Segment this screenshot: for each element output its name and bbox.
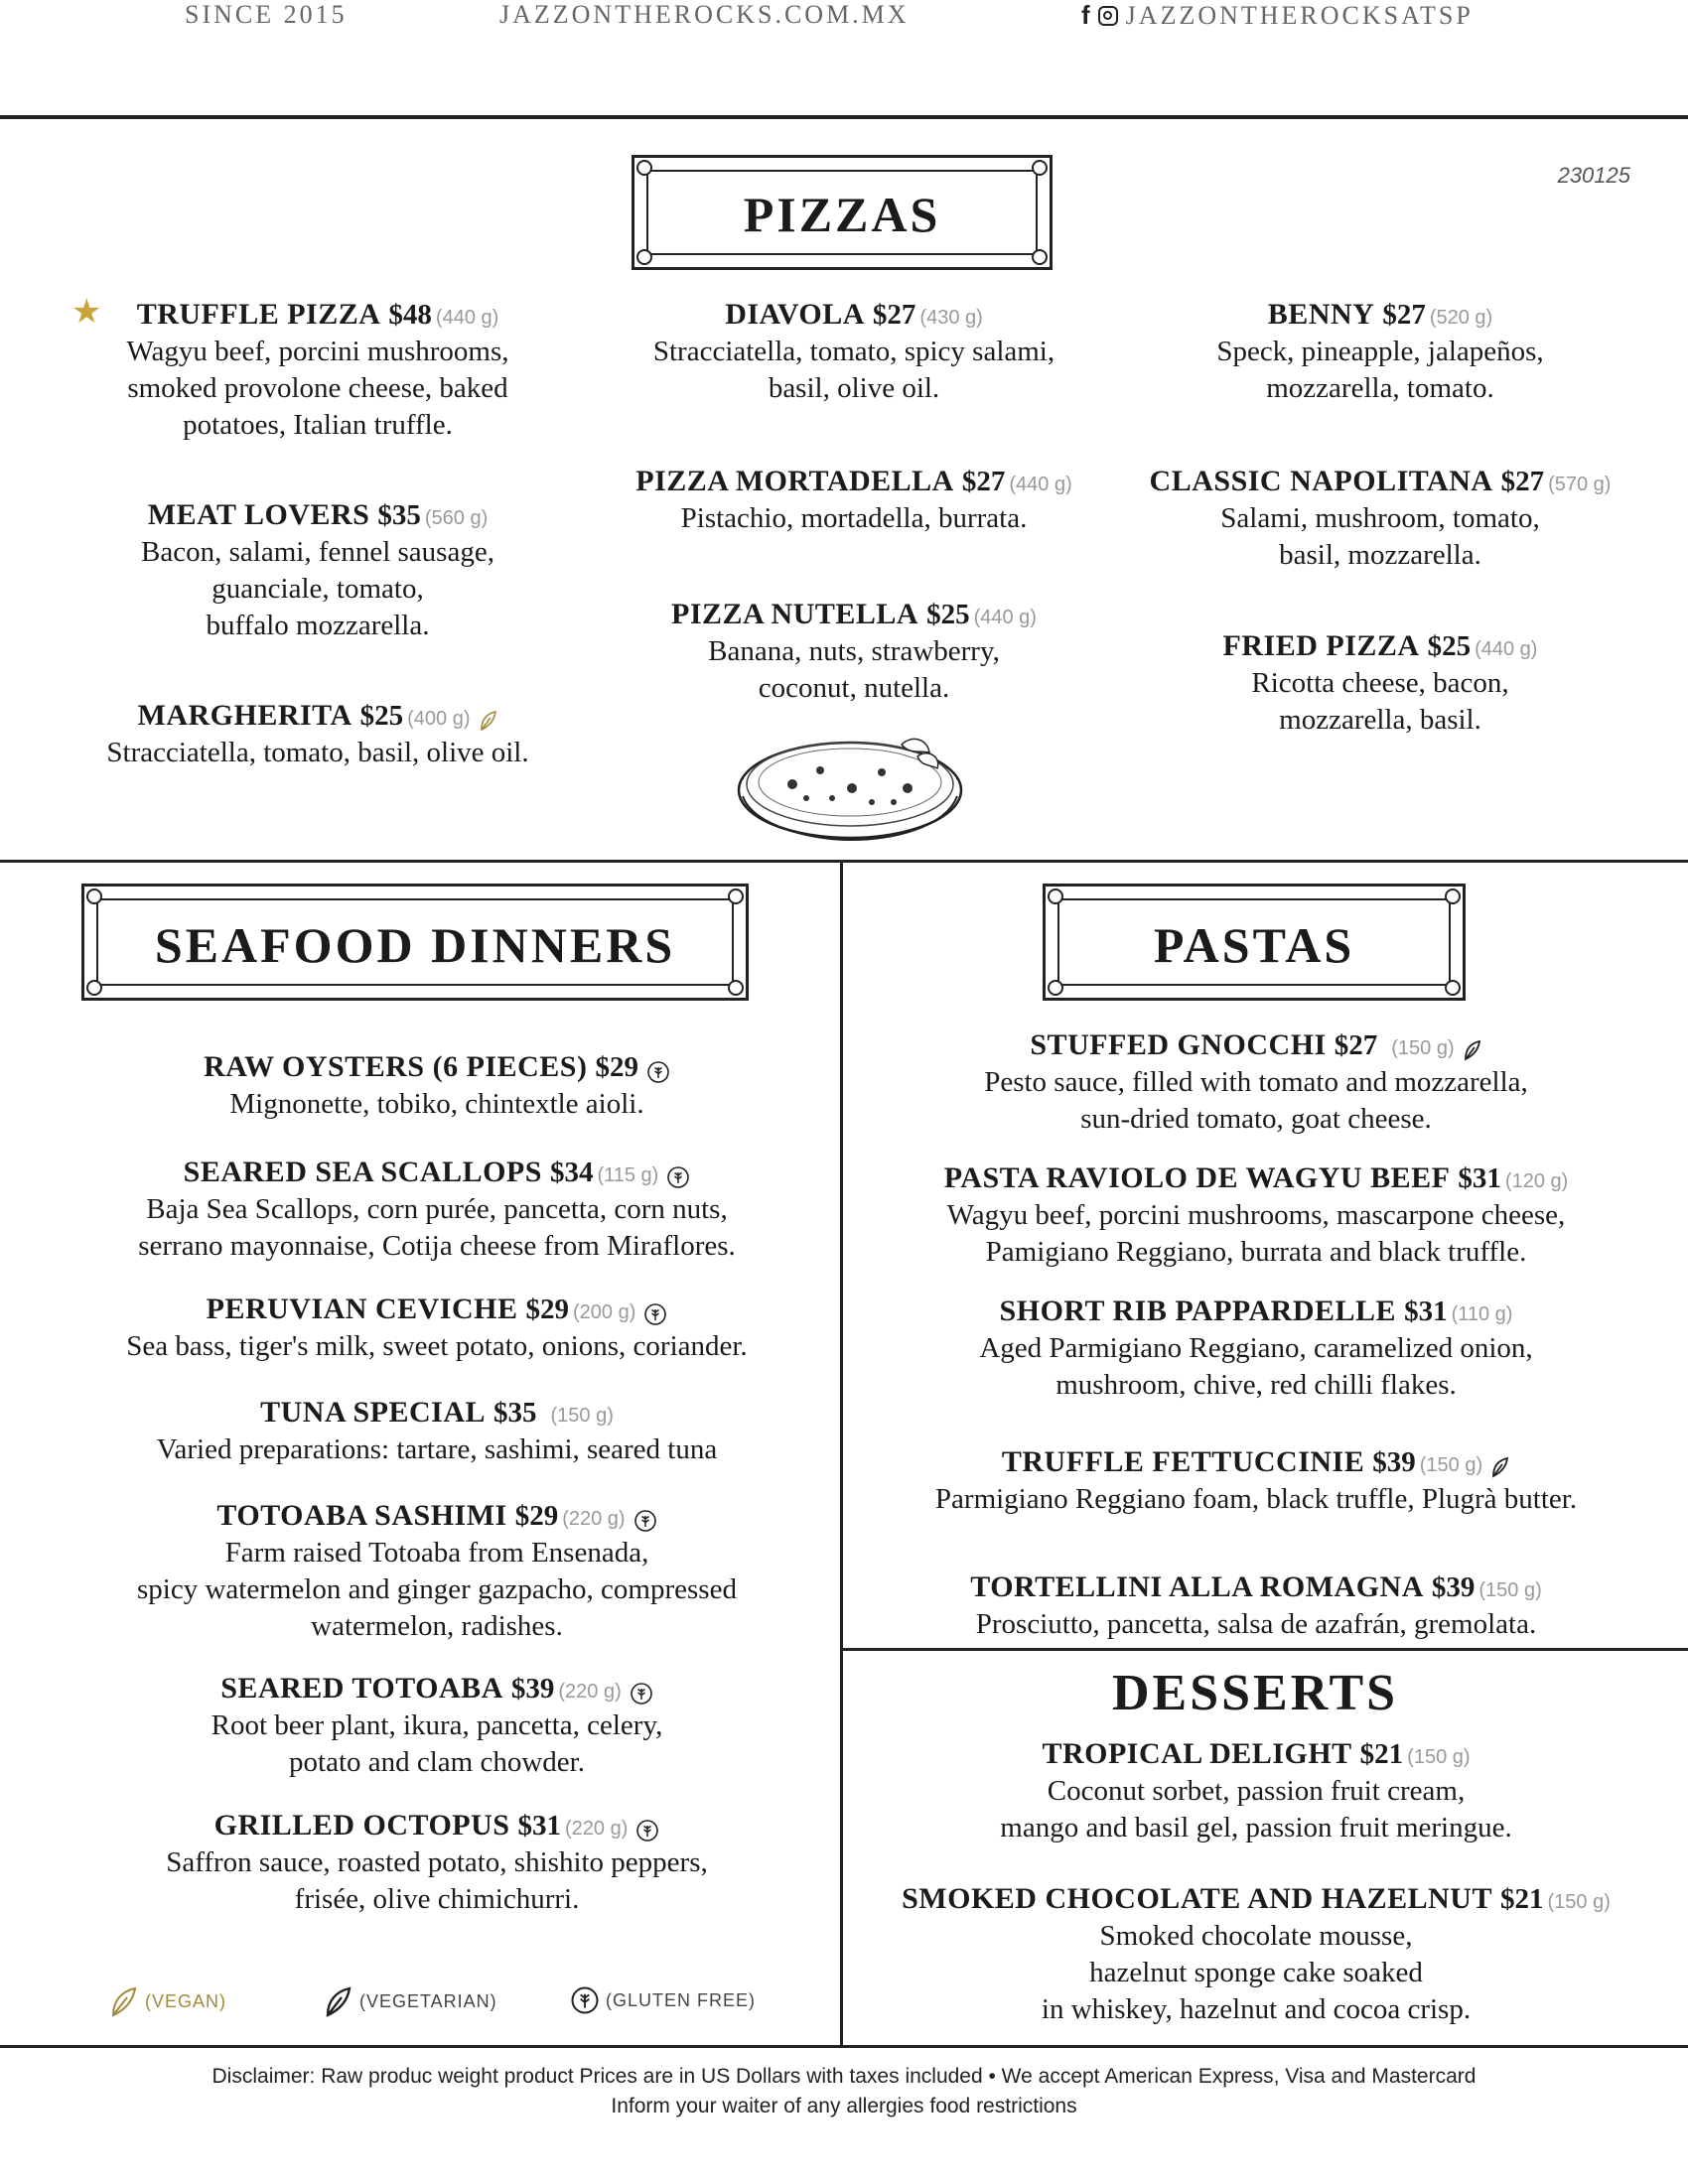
menu-item: BENNY $27 (520 g) Speck, pineapple, jalapeños, mozzarella, tomato. [1216,298,1544,404]
since-label: SINCE 2015 [185,0,348,29]
menu-item: MARGHERITA $25 (400 g) Stracciatella, tomato, basil, olive oil. [106,699,529,768]
legend-vegan: (VEGAN) [109,1985,226,2017]
leaf-icon [479,710,498,732]
seafood-title-frame [81,884,749,1001]
menu-item: TRUFFLE FETTUCCINIE $39 (150 g) Parmigiano Reggiano foam, black truffle, Plugrà butter. [934,1445,1578,1515]
menu-item: ★ TRUFFLE PIZZA $48 (440 g) Wagyu beef, porcini mushrooms, smoked provolone cheese, baked potatoes, Italian truffle. [71,294,509,441]
menu-item: TOTOABA SASHIMI $29 (220 g) Farm raised Totoaba from Ensenada, spicy watermelon and ginger gazpacho, compressed watermelon, radishes. [137,1499,737,1642]
menu-item: SHORT RIB PAPPARDELLE $31 (110 g) Aged Parmigiano Reggiano, caramelized onion, mushroom, chive, red chilli flakes. [979,1295,1533,1401]
column-divider [840,860,843,2047]
header-rule [0,115,1688,119]
leaf-icon [324,1985,353,2017]
disclaimer-text: Disclaimer: Raw produc weight product Prices are in US Dollars with taxes included • We accept American Express, Visa and Mastercard [211,2065,1477,2088]
gluten-free-icon [630,1682,653,1706]
gluten-free-icon [635,1819,659,1843]
menu-item: PIZZA MORTADELLA $27 (440 g) Pistachio, mortadella, burrata. [635,465,1072,534]
leaf-icon [1490,1456,1510,1478]
leaf-icon [109,1985,139,2017]
pizzas-heading: PIZZAS [743,187,941,242]
menu-item: RAW OYSTERS (6 PIECES) $29 Mignonette, tobiko, chintextle aioli. [40,1050,834,1125]
pizza-illustration [733,727,967,844]
footer-divider [0,2045,1688,2048]
desserts-heading: DESSERTS [1111,1665,1399,1721]
pastas-title-frame [1043,884,1466,1001]
pastas-heading: PASTAS [1153,917,1355,973]
section-divider [0,860,1688,863]
legend-vegetarian: (VEGETARIAN) [324,1985,497,2017]
menu-item: PASTA RAVIOLO DE WAGYU BEEF $31 (120 g) Wagyu beef, porcini mushrooms, mascarpone cheese, Pamigiano Reggiano, burrata and black truffle. [943,1161,1569,1268]
menu-item: TROPICAL DELIGHT $21 (150 g) Coconut sorbet, passion fruit cream, mango and basil gel, passion fruit meringue. [1000,1737,1512,1843]
allergy-notice: Inform your waiter of any allergies food restrictions [611,2095,1077,2117]
menu-item: CLASSIC NAPOLITANA $27 (570 g) Salami, mushroom, tomato, basil, mozzarella. [1149,465,1612,571]
menu-item: DIAVOLA $27 (430 g) Stracciatella, tomato, spicy salami, basil, olive oil. [652,298,1055,404]
menu-item: SEARED SEA SCALLOPS $34 (115 g) Baja Sea Scallops, corn purée, pancetta, corn nuts, serrano mayonnaise, Cotija cheese from Miraflores. [138,1156,736,1262]
instagram-icon [1098,6,1118,26]
menu-item: MEAT LOVERS $35 (560 g) Bacon, salami, fennel sausage, guanciale, tomato, buffalo mozzarella. [141,498,494,641]
pizzas-title-frame [632,155,1053,270]
facebook-icon: f [1081,0,1090,30]
gluten-free-icon [570,1985,600,2015]
gluten-free-icon [633,1509,657,1533]
menu-item: GRILLED OCTOPUS $31 (220 g) Saffron sauce, roasted potato, shishito peppers, frisée, olive chimichurri. [166,1809,708,1915]
gluten-free-icon [666,1165,690,1189]
seafood-heading: SEAFOOD DINNERS [154,917,676,973]
menu-item: SEARED TOTOABA $39 (220 g) Root beer plant, ikura, pancetta, celery, potato and clam chowder. [211,1672,663,1778]
social-handle-group[interactable] [1081,0,1474,31]
menu-item: TUNA SPECIAL $35 (150 g) Varied preparations: tartare, sashimi, seared tuna [156,1396,718,1465]
menu-item: SMOKED CHOCOLATE AND HAZELNUT $21 (150 g) Smoked chocolate mousse, hazelnut sponge cake soaked in whiskey, hazelnut and cocoa crisp. [902,1882,1611,2025]
menu-item: PERUVIAN CEVICHE $29 (200 g) Sea bass, tiger's milk, sweet potato, onions, coriander. [126,1293,748,1362]
social-handle: JAZZONTHEROCKSATSP [1125,0,1474,30]
star-icon: ★ [71,294,102,331]
website-link[interactable]: JAZZONTHEROCKS.COM.MX [499,0,910,29]
top-header-bar [0,0,1688,40]
gluten-free-icon [646,1060,670,1084]
menu-item: STUFFED GNOCCHI $27 (150 g) Pesto sauce, filled with tomato and mozzarella, sun-dried tomato, goat cheese. [984,1028,1528,1135]
menu-item: PIZZA NUTELLA $25 (440 g) Banana, nuts, strawberry, coconut, nutella. [671,598,1037,704]
section-divider [843,1648,1688,1651]
leaf-icon [1463,1039,1482,1061]
legend-gluten-free: (GLUTEN FREE) [570,1985,756,2015]
menu-code: 230125 [1557,163,1630,188]
gluten-free-icon [643,1302,667,1326]
menu-item: TORTELLINI ALLA ROMAGNA $39 (150 g) Prosciutto, pancetta, salsa de azafrán, gremolata. [970,1570,1542,1640]
menu-item: FRIED PIZZA $25 (440 g) Ricotta cheese, bacon, mozzarella, basil. [1222,629,1538,736]
